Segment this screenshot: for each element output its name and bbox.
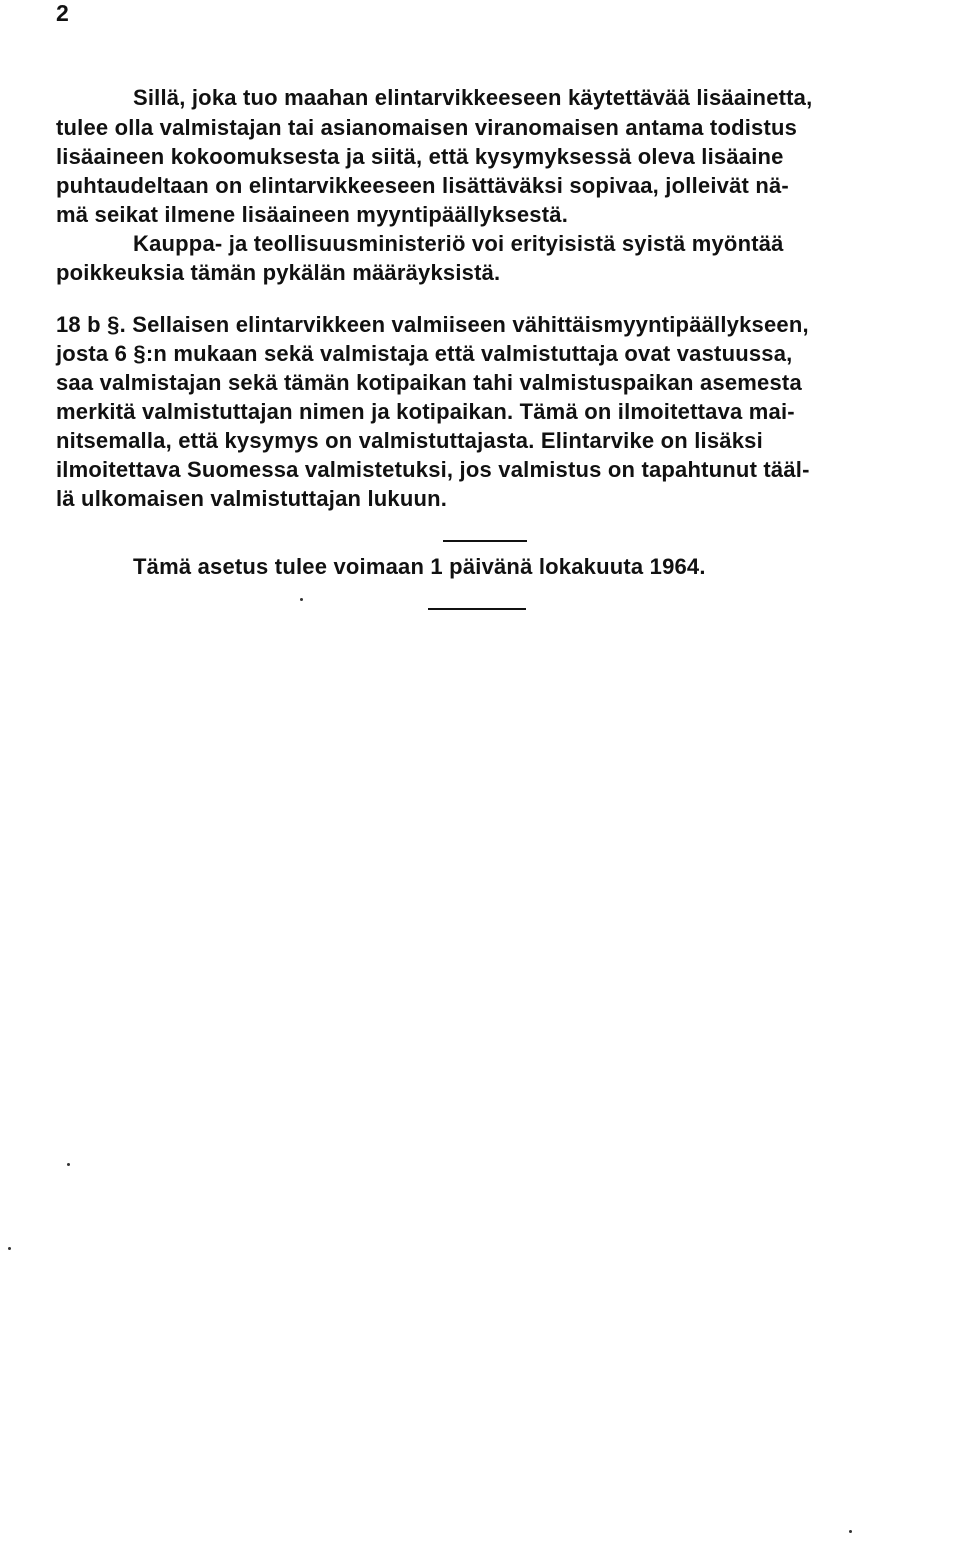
- scan-speck: [67, 1163, 70, 1166]
- paragraph-3-line-7: lä ulkomaisen valmistuttajan lukuun.: [56, 486, 448, 511]
- scan-speck: [8, 1247, 11, 1250]
- paragraph-3-line-5: nitsemalla, että kysymys on valmistuttajasta. Elintarvike on lisäksi: [56, 428, 763, 453]
- paragraph-3-line-4: merkitä valmistuttajan nimen ja kotipaikan. Tämä on ilmoitettava mai-: [56, 399, 795, 424]
- separator-rule-top: [443, 540, 527, 542]
- separator-rule-bottom: [428, 608, 526, 610]
- paragraph-1-line-3: lisäaineen kokoomuksesta ja siitä, että kysymyksessä oleva lisäaine: [56, 144, 784, 169]
- paragraph-1-line-5: mä seikat ilmene lisäaineen myyntipäällyksestä.: [56, 202, 569, 227]
- paragraph-1-line-1: Sillä, joka tuo maahan elintarvikkeeseen käytettävää lisäainetta,: [133, 85, 813, 110]
- paragraph-2-line-2: poikkeuksia tämän pykälän määräyksistä.: [56, 260, 501, 285]
- paragraph-3-line-6: ilmoitettava Suomessa valmistetuksi, jos valmistus on tapahtunut tääl-: [56, 457, 810, 482]
- enactment-clause: Tämä asetus tulee voimaan 1 päivänä lokakuuta 1964.: [133, 554, 706, 579]
- paragraph-3-line-2: josta 6 §:n mukaan sekä valmistaja että valmistuttaja ovat vastuussa,: [56, 341, 793, 366]
- scan-speck: [849, 1530, 852, 1533]
- paragraph-3-line-3: saa valmistajan sekä tämän kotipaikan tahi valmistuspaikan asemesta: [56, 370, 802, 395]
- paragraph-3-line-1: 18 b §. Sellaisen elintarvikkeen valmiiseen vähittäismyyntipäällykseen,: [56, 312, 809, 337]
- paragraph-2-line-1: Kauppa- ja teollisuusministeriö voi erityisistä syistä myöntää: [133, 231, 784, 256]
- scan-speck: [300, 598, 303, 601]
- paragraph-1-line-4: puhtaudeltaan on elintarvikkeeseen lisättäväksi sopivaa, jolleivät nä-: [56, 173, 789, 198]
- paragraph-1-line-2: tulee olla valmistajan tai asianomaisen viranomaisen antama todistus: [56, 115, 798, 140]
- page-number: 2: [56, 0, 69, 26]
